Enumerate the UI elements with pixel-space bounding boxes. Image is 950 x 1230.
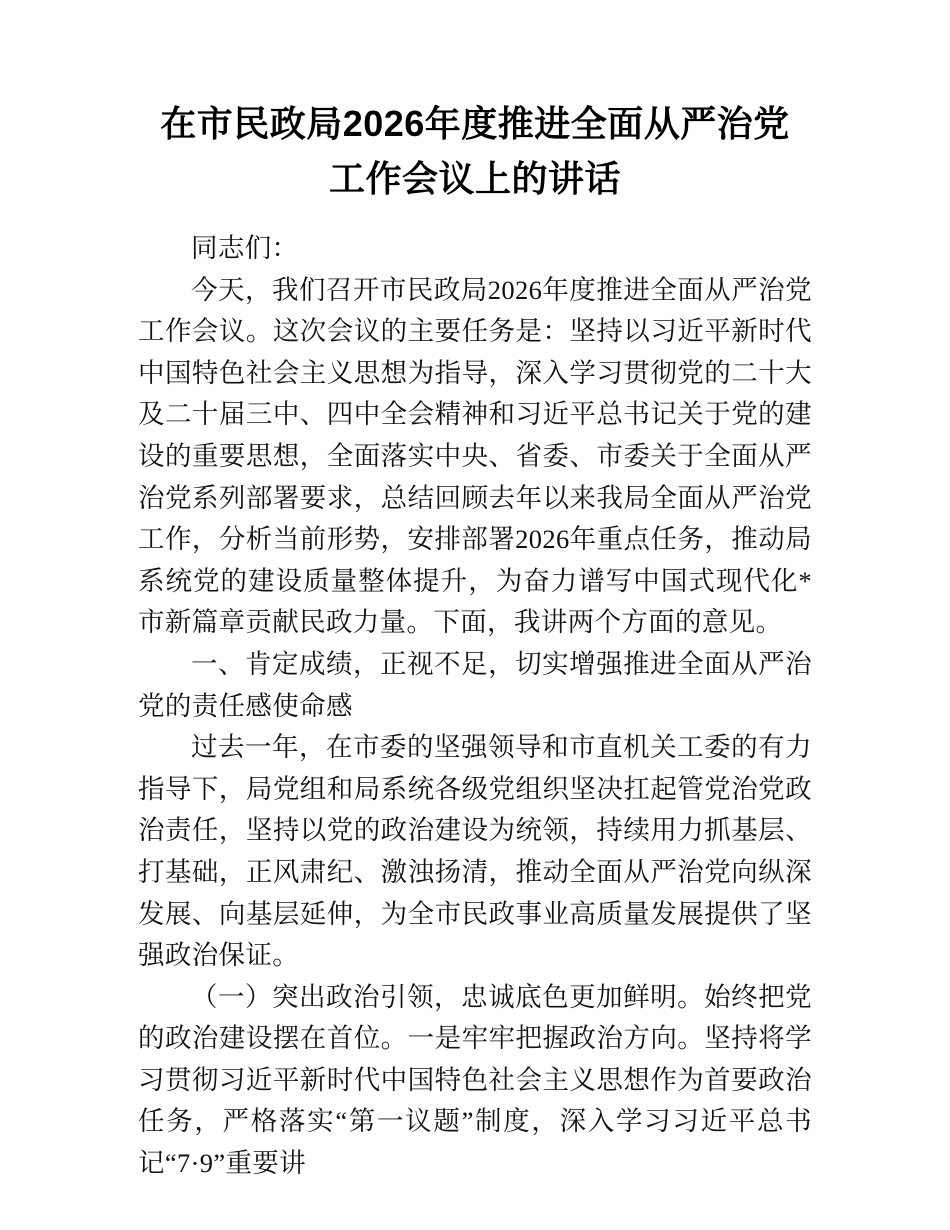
paragraph-review: 过去一年，在市委的坚强领导和市直机关工委的有力指导下，局党组和局系统各级党组织坚决扛起管党治党政治责任，坚持以党的政治建设为统领，持续用力抓基层、打基础，正风肃纪、激浊扬清，推动全面从严治党向纵深发展、向基层延伸，为全市民政事业高质量发展提供了坚强政治保证。 xyxy=(138,732,812,971)
document-content xyxy=(138,96,812,1185)
page-title: 在市民政局2026年度推进全面从严治党工作会议上的讲话 xyxy=(160,103,790,199)
document-body xyxy=(138,228,812,1185)
salutation: 同志们： xyxy=(191,233,299,263)
paragraph-opening: 今天，我们召开市民政局2026年度推进全面从严治党工作会议。这次会议的主要任务是：坚持以习近平新时代中国特色社会主义思想为指导，深入学习贯彻党的二十大及二十届三中、四中全会精神和习近平总书记关于党的建设的重要思想，全面落实中央、省委、市委关于全面从严治党系列部署要求，总结回顾去年以来我局全面从严治党工作，分析当前形势，安排部署2026年重点任务，推动局系统党的建设质量整体提升，为奋力谱写中国式现代化*市新篇章贡献民政力量。下面，我讲两个方面的意见。 xyxy=(138,274,812,638)
section-heading-1: 一、肯定成绩，正视不足，切实增强推进全面从严治党的责任感使命感 xyxy=(138,648,812,721)
paragraph-subsection-1: （一）突出政治引领，忠诚底色更加鲜明。始终把党的政治建设摆在首位。一是牢牢把握政治方向。坚持将学习贯彻习近平新时代中国特色社会主义思想作为首要政治任务，严格落实“第一议题”制度，深入学习习近平总书记“7·9”重要讲 xyxy=(138,981,812,1179)
